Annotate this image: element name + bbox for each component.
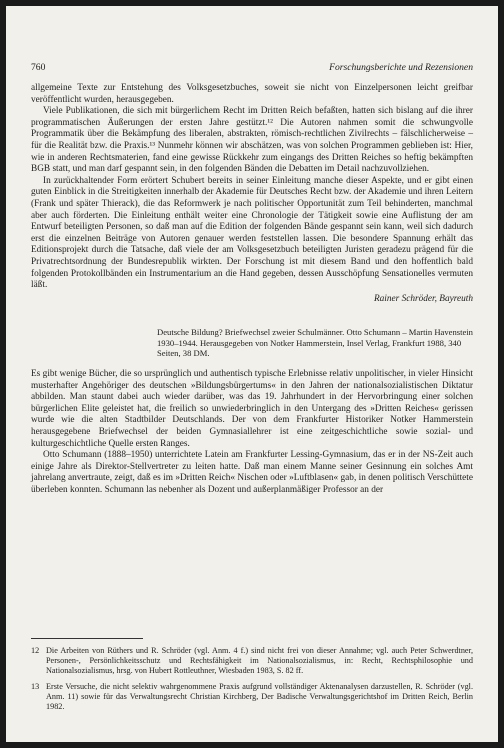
running-head: Forschungsberichte und Rezensionen <box>329 62 473 73</box>
page-number: 760 <box>31 62 46 73</box>
footnote-13 <box>31 682 473 713</box>
review1-paragraph-3: In zurückhaltender Form erörtert Schubert bereits in seiner Einleitung manche dieser Aspekte, und er gibt einen guten Einblick in die Streitigkeiten innerhalb der Akademie für Deutsches Recht bzw. der Akademie und ihren Leitern (Frank und später Thierack), die das Reformwerk je nach politischer Opportunität zum Teil behinderten, manchmal aber auch förderten. Die Einleitung enthält weiter eine Chronologie der Tätigkeit sowie eine Auflistung der am Entwurf beteiligten Personen, so daß man auf die Edition der folgenden Bände gespannt sein kann, weil sich dadurch erst die einzelnen Beiträge von Autoren genauer werden feststellen lassen. Die besondere Spannung erhält das Editionsprojekt durch die Tatsache, daß viele der am Volksgesetzbuch beteiligten Juristen geradezu prägend für die Privatrechtsordnung der Bundesrepublik wirkten. Der Forschung ist mit diesem Band und den hoffentlich bald folgenden Protokollbänden ein Instrumentarium an die Hand gegeben, dessen Ausschöpfung Sensationelles vermuten läßt. <box>31 175 473 291</box>
footnote-rule <box>31 638 143 639</box>
document-page <box>6 6 498 742</box>
review1-paragraph-1: allgemeine Texte zur Entstehung des Volksgesetzbuches, soweit sie nicht von Einzelpersonen leicht greifbar veröffentlicht wurden, herausgegeben. <box>31 83 473 105</box>
page-header <box>31 62 473 76</box>
footnote-text: Die Arbeiten von Rüthers und R. Schröder (vgl. Anm. 4 f.) sind nicht frei von dieser Annahme; vgl. auch Peter Schwerdtner, Personen-, Persönlichkeitsschutz und Rechtsfähigkeit im Nationalsozialismus, in: Recht, Rechtsphilosophie und Nationalsozialismus, hrsg. von Hubert Rottleuthner, Wiesbaden 1983, S. 82 ff. <box>46 646 473 676</box>
main-text <box>31 83 473 497</box>
review1-signature: Rainer Schröder, Bayreuth <box>373 293 473 304</box>
review2-book-info: Deutsche Bildung? Briefwechsel zweier Schulmänner. Otto Schumann – Martin Havenstein 1930–1944. Herausgegeben von Notker Hammerstein, Insel Verlag, Frankfurt 1988, 340 Seiten, 38 DM. <box>157 327 473 359</box>
footnote-text: Erste Versuche, die nicht selektiv wahrgenommene Praxis aufgrund vollständiger Aktenanalysen darzustellen, R. Schröder (vgl. Anm. 11) sowie für das Verwaltungsrecht Christian Kirchberg, Der Badische Verwaltungsgerichtshof im Dritten Reich, Berlin 1982. <box>46 681 473 712</box>
footnotes <box>31 646 473 717</box>
review2-paragraph-2: Otto Schumann (1888–1950) unterrichtete Latein am Frankfurter Lessing-Gymnasium, das er in der NS-Zeit auch einige Jahre als Direktor-Stellvertreter zu leiten hatte. Daß man einem Manne seiner Gesinnung ein solches Amt jahrelang anvertraute, zeigt, daß es im »Dritten Reich« Nischen oder »Luftblasen« gab, in denen politisch Verschüttete überleben konnten. Schumann las nebenher als Dozent und außerplanmäßiger Professor an der <box>31 450 473 495</box>
review1-paragraph-2: Viele Publikationen, die sich mit bürgerlichem Recht im Dritten Reich befaßten, hatten sich bislang auf die ihrer programmatischen Äußerungen der ersten Jahre gestützt.¹² Die Autoren nahmen somit die schwungvolle Programmatik über die Bekämpfung des liberalen, abstrakten, römisch-rechtlichen Zivilrechts – fälschlicherweise – für die Realität bzw. die Praxis.¹³ Nunmehr können wir abschätzen, was von solchen Programmen geblieben ist: Hier, wie in anderen Rechtsmaterien, fand eine gewisse Rückkehr zum eingangs des Dritten Reiches so heftig bekämpften BGB statt, und man darf gespannt sein, in den folgenden Bänden die Debatten im Detail nachzuvollziehen. <box>31 106 473 175</box>
review2-paragraph-1: Es gibt wenige Bücher, die so ursprünglich und authentisch typische Erlebnisse relativ unpolitischer, in vieler Hinsicht musterhafter Angehöriger des deutschen »Bildungsbürgertums« in den Jahren der nationalsozialistischen Diktatur abbilden. Man staunt dabei auch wieder darüber, was das 19. Jahrhundert in der Hervorbringung einer solchen bürgerlichen Elite geleistet hat, die freilich so unwiederbringlich in den Untergang des »Dritten Reiches« gerissen wurde wie die alten Stadtbilder Deutschlands. Der von dem Frankfurter Historiker Notker Hammerstein herausgegebene Briefwechsel der beiden Gymnasiallehrer ist eine zeitgeschichtliche sowie sozial- und kulturgeschichtliche Quelle ersten Ranges. <box>31 369 473 449</box>
footnote-number: 13 <box>31 681 40 691</box>
footnote-number: 12 <box>31 646 40 655</box>
footnote-12 <box>31 646 473 677</box>
